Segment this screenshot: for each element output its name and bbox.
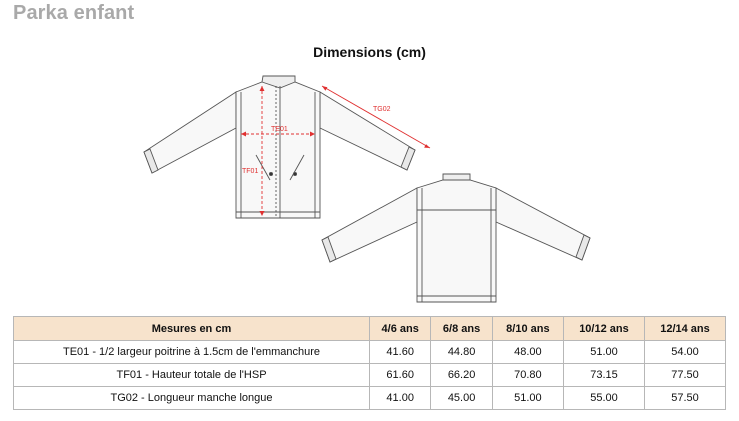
table-cell: 77.50 <box>644 364 725 387</box>
table-cell: 41.00 <box>370 387 431 410</box>
table-cell: 73.15 <box>563 364 644 387</box>
column-header: 12/14 ans <box>644 317 725 341</box>
row-label: TF01 - Hauteur totale de l'HSP <box>14 364 370 387</box>
size-table <box>13 316 726 410</box>
tg02-label: TG02 <box>373 106 391 113</box>
column-header: 8/10 ans <box>492 317 563 341</box>
table-cell: 55.00 <box>563 387 644 410</box>
column-header: 4/6 ans <box>370 317 431 341</box>
table-cell: 61.60 <box>370 364 431 387</box>
parka-technical-drawing <box>130 70 610 310</box>
parka-back-view <box>322 174 590 302</box>
table-cell: 41.60 <box>370 341 431 364</box>
table-cell: 54.00 <box>644 341 725 364</box>
table-cell: 57.50 <box>644 387 725 410</box>
table-cell: 51.00 <box>563 341 644 364</box>
row-label: TG02 - Longueur manche longue <box>14 387 370 410</box>
table-cell: 70.80 <box>492 364 563 387</box>
table-row <box>14 341 726 364</box>
table-row <box>14 387 726 410</box>
table-cell: 51.00 <box>492 387 563 410</box>
table-cell: 44.80 <box>431 341 492 364</box>
column-header: 6/8 ans <box>431 317 492 341</box>
parka-front-view <box>144 76 415 218</box>
tf01-label: TF01 <box>242 168 259 175</box>
column-header: 10/12 ans <box>563 317 644 341</box>
table-cell: 45.00 <box>431 387 492 410</box>
page-title: Parka enfant <box>13 2 135 24</box>
table-header-row <box>14 317 726 341</box>
te01-label: TE01 <box>271 126 288 133</box>
column-header: Mesures en cm <box>14 317 370 341</box>
table-row <box>14 364 726 387</box>
dimensions-heading: Dimensions (cm) <box>313 44 426 60</box>
row-label: TE01 - 1/2 largeur poitrine à 1.5cm de l'emmanchure <box>14 341 370 364</box>
table-cell: 66.20 <box>431 364 492 387</box>
table-cell: 48.00 <box>492 341 563 364</box>
